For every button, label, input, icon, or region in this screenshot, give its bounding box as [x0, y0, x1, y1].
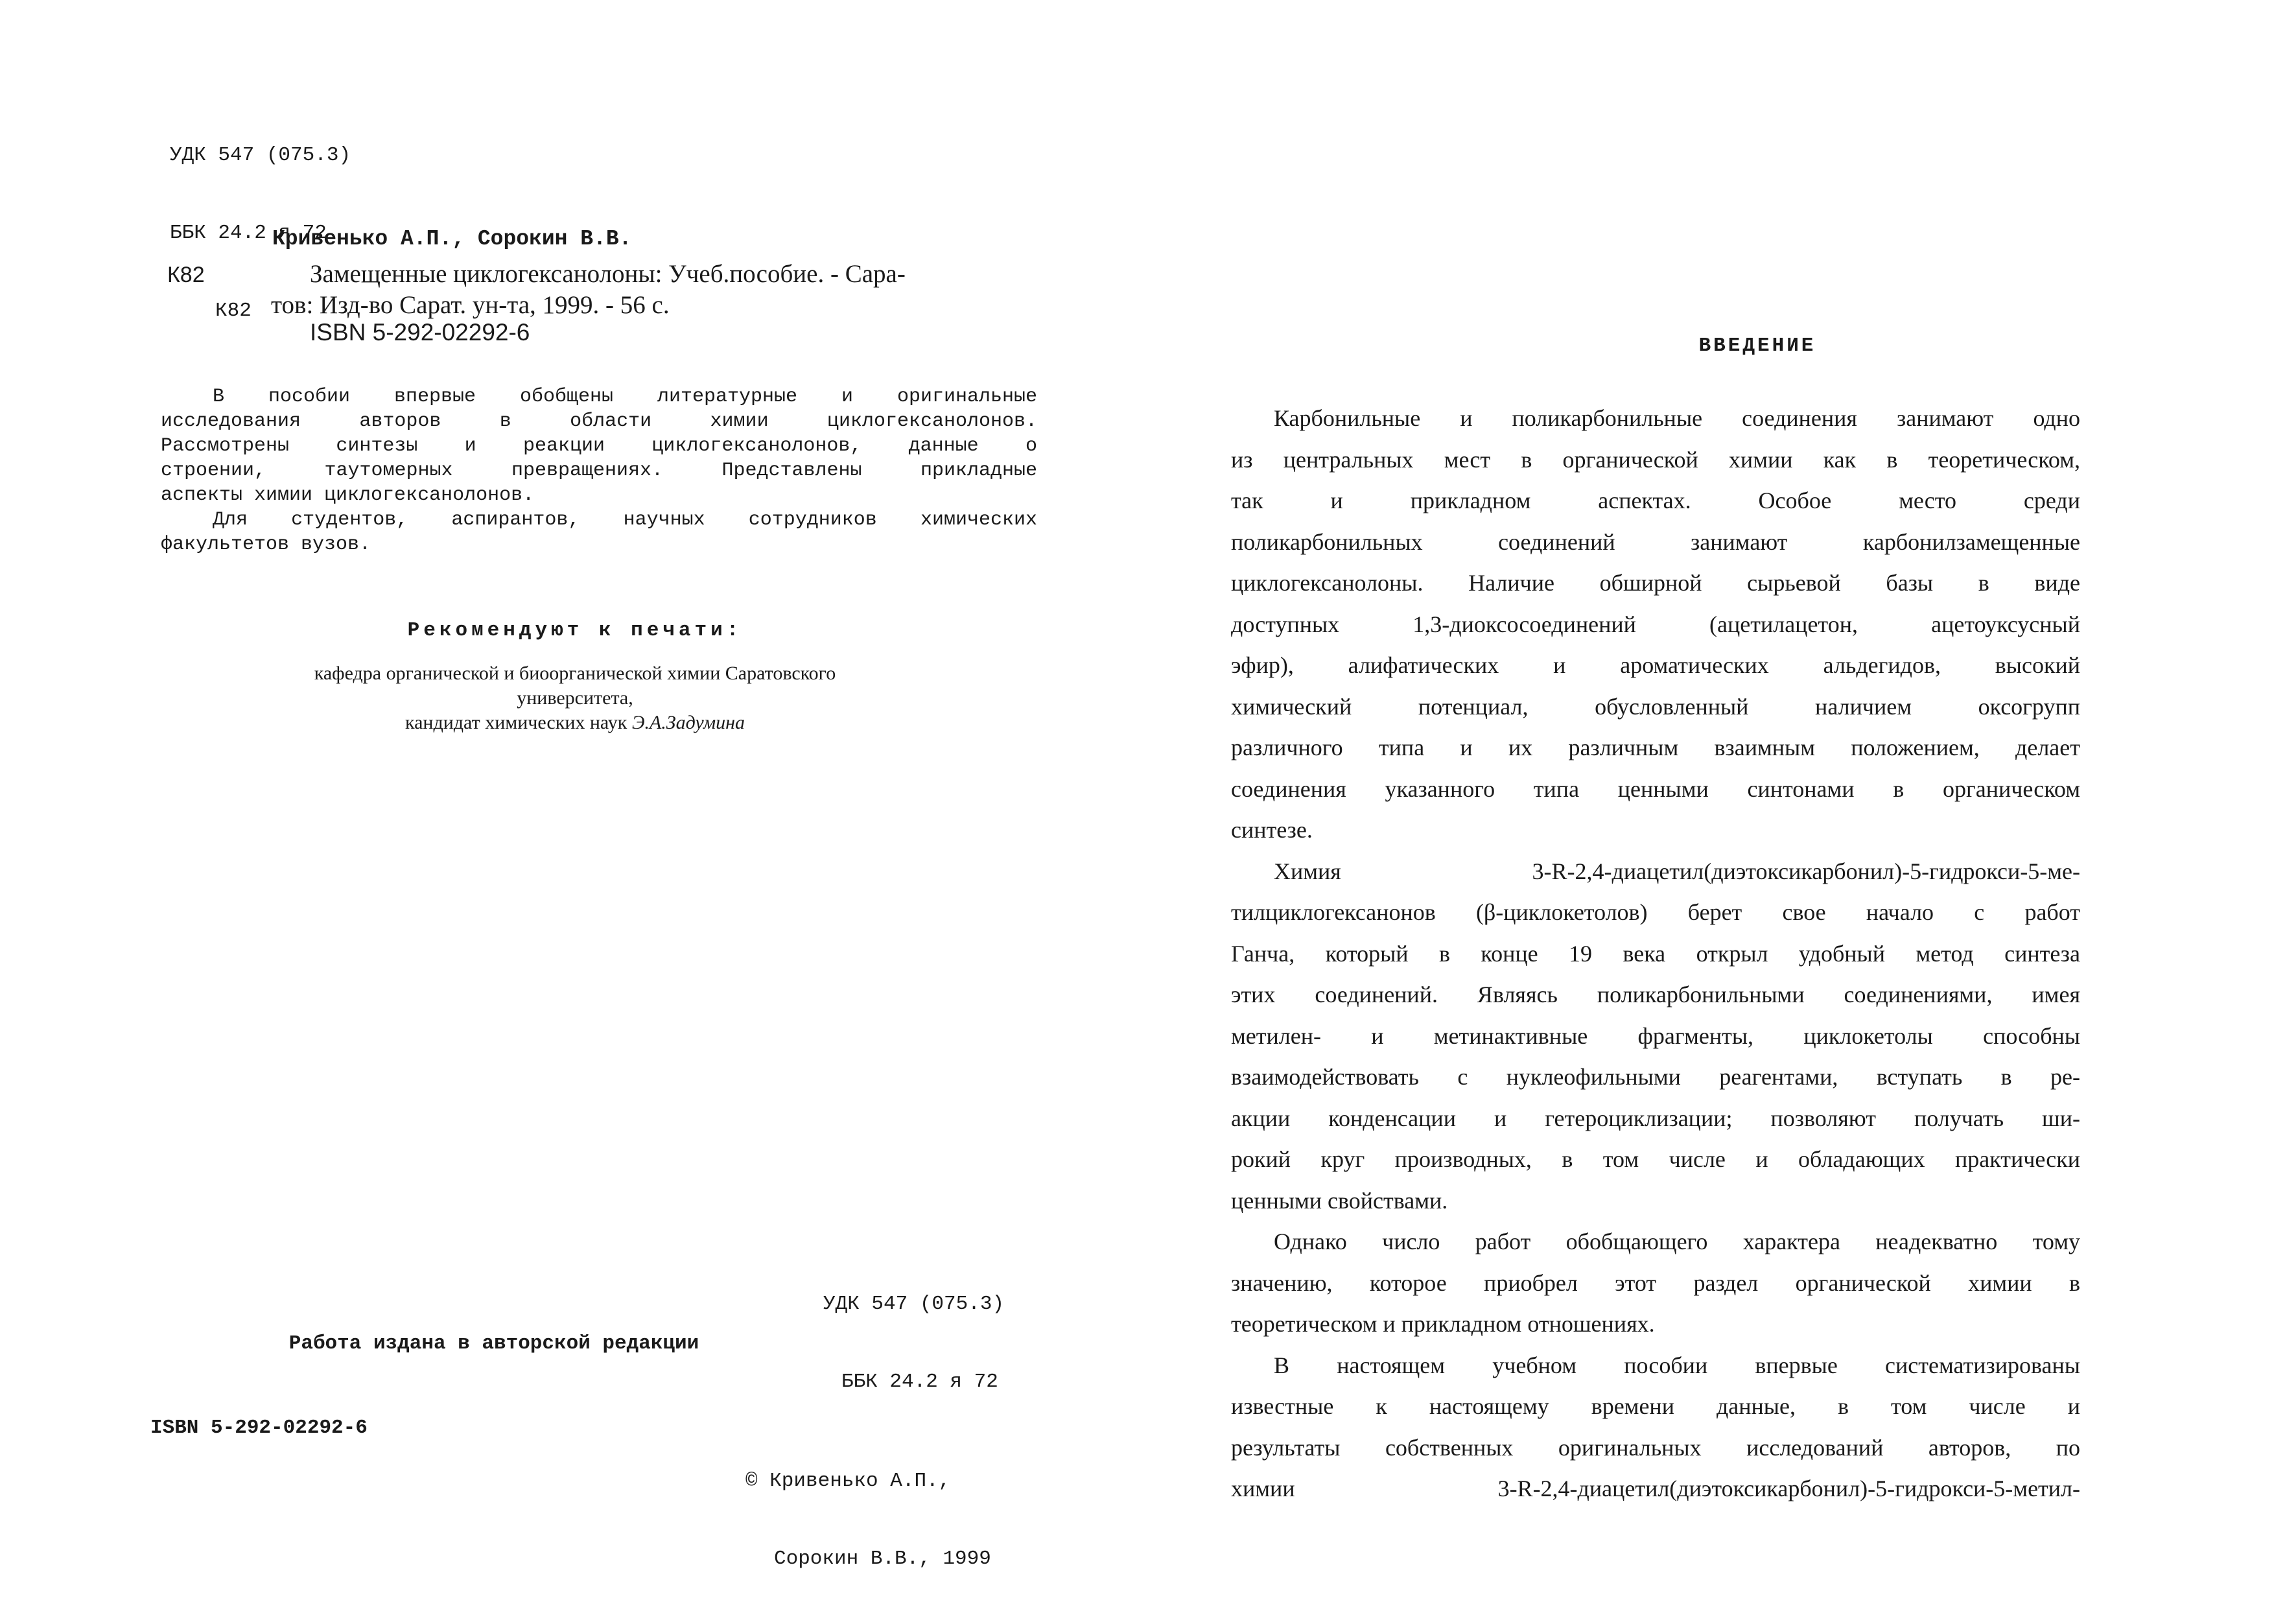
annotation-line: строении, таутомерных превращениях. Представлены прикладные	[161, 460, 1037, 482]
introduction-text	[1231, 398, 2080, 1510]
text-line: поликарбонильных соединений занимают карбонилзамещенные	[1231, 528, 2080, 555]
reviewer-title: кандидат химических наук	[404, 712, 632, 733]
annotation	[161, 384, 1037, 557]
book-title-line-2: тов: Изд-во Сарат. ун-та, 1999. - 56 с.	[271, 291, 670, 319]
authors: Кривенько А.П., Сорокин В.В.	[272, 227, 632, 251]
catalog-mark-top: К82	[215, 300, 252, 322]
copyright	[745, 1417, 991, 1624]
text-line: ценными свойствами.	[1231, 1187, 1448, 1214]
text-line: метилен- и метинактивные фрагменты, циклокетолы способны	[1231, 1022, 2080, 1049]
annotation-line: исследования авторов в области химии циклогексанолонов.	[161, 410, 1037, 432]
annotation-line: В пособии впервые обобщены литературные и оригинальные	[213, 386, 1037, 408]
annotation-line: Рассмотрены синтезы и реакции циклогексанолонов, данные о	[161, 435, 1037, 457]
text-line: Ганча, который в конце 19 века открыл удобный метод синтеза	[1231, 940, 2080, 967]
text-line: из центральных мест в органической химии как в теоретическом,	[1231, 446, 2080, 473]
text-line: так и прикладном аспектах. Особое место среди	[1231, 488, 2080, 513]
text-line: этих соединений. Являясь поликарбонильными соединениями, имея	[1231, 982, 2080, 1007]
annotation-line: аспекты химии циклогексанолонов.	[161, 484, 535, 506]
right-page	[1137, 0, 2274, 1608]
author-edition-note: Работа издана в авторской редакции	[288, 1332, 699, 1355]
recommend-body	[0, 661, 1137, 735]
isbn-top: ISBN 5-292-02292-6	[310, 319, 530, 346]
text-line: доступных 1,3-диоксосоединений (ацетилацетон, ацетоуксусный	[1231, 611, 2080, 637]
text-line: синтезе.	[1231, 817, 1313, 843]
left-page	[0, 0, 1137, 1608]
text-line: взаимодействовать с нуклеофильными реагентами, вступать в ре-	[1231, 1064, 2080, 1090]
text-line: циклогексанолоны. Наличие обширной сырьевой базы в виде	[1231, 570, 2080, 596]
copyright-line: Сорокин В.В., 1999	[774, 1548, 991, 1570]
introduction-heading: ВВЕДЕНИЕ	[1698, 335, 1816, 357]
text-line: Однако число работ обобщающего характера неадекватно тому	[1274, 1229, 2080, 1254]
text-line: известные к настоящему времени данные, в том числе и	[1231, 1393, 2080, 1419]
recommend-heading: Рекомендуют к печати:	[407, 619, 743, 642]
text-line: рокий круг производных, в том числе и обладающих практически	[1231, 1146, 2080, 1172]
recommend-line	[13, 711, 1137, 735]
text-line: химический потенциал, обусловленный наличием оксогрупп	[1231, 693, 2080, 720]
isbn-bottom: ISBN 5-292-02292-6	[150, 1417, 368, 1439]
text-line: тилциклогексанонов (β-циклокетолов) берет свое начало с работ	[1231, 899, 2080, 925]
bbk-code: ББК 24.2 я 72	[170, 222, 327, 244]
udk-code: УДК 547 (075.3)	[170, 144, 351, 167]
text-line: теоретическом и прикладном отношениях.	[1231, 1311, 1655, 1337]
bbk-code: ББК 24.2 я 72	[841, 1371, 998, 1393]
text-line: результаты собственных оригинальных исследований авторов, по	[1231, 1434, 2080, 1461]
reviewer-name: Э.А.Задумина	[631, 712, 745, 733]
annotation-line: Для студентов, аспирантов, научных сотрудников химических	[213, 509, 1037, 531]
udk-code: УДК 547 (075.3)	[823, 1293, 1005, 1315]
text-line: акции конденсации и гетероциклизации; позволяют получать ши-	[1231, 1105, 2080, 1131]
annotation-line: факультетов вузов.	[161, 534, 371, 556]
recommend-line: университета,	[517, 687, 633, 709]
text-line: значению, которое приобрел этот раздел органической химии в	[1231, 1269, 2080, 1296]
text-line: различного типа и их различным взаимным положением, делает	[1231, 735, 2080, 760]
text-line: эфир), алифатических и ароматических альдегидов, высокий	[1231, 652, 2080, 678]
text-line: Карбонильные и поликарбонильные соединения занимают одно	[1274, 405, 2080, 431]
text-line: Химия 3-R-2,4-диацетил(диэтоксикарбонил)-5-гидрокси-5-ме-	[1274, 858, 2080, 884]
copyright-line: © Кривенько А.П.,	[745, 1470, 951, 1492]
text-line: В настоящем учебном пособии впервые систематизированы	[1274, 1352, 2080, 1378]
catalog-mark: К82	[167, 263, 205, 287]
book-title-line-1: Замещенные циклогексанолоны: Учеб.пособие. - Сара-	[310, 260, 906, 288]
recommend-line: кафедра органической и биоорганической химии Саратовского	[314, 663, 836, 684]
text-line: химии 3-R-2,4-диацетил(диэтоксикарбонил)-5-гидрокси-5-метил-	[1231, 1476, 2080, 1501]
text-line: соединения указанного типа ценными синтонами в органическом	[1231, 775, 2080, 802]
